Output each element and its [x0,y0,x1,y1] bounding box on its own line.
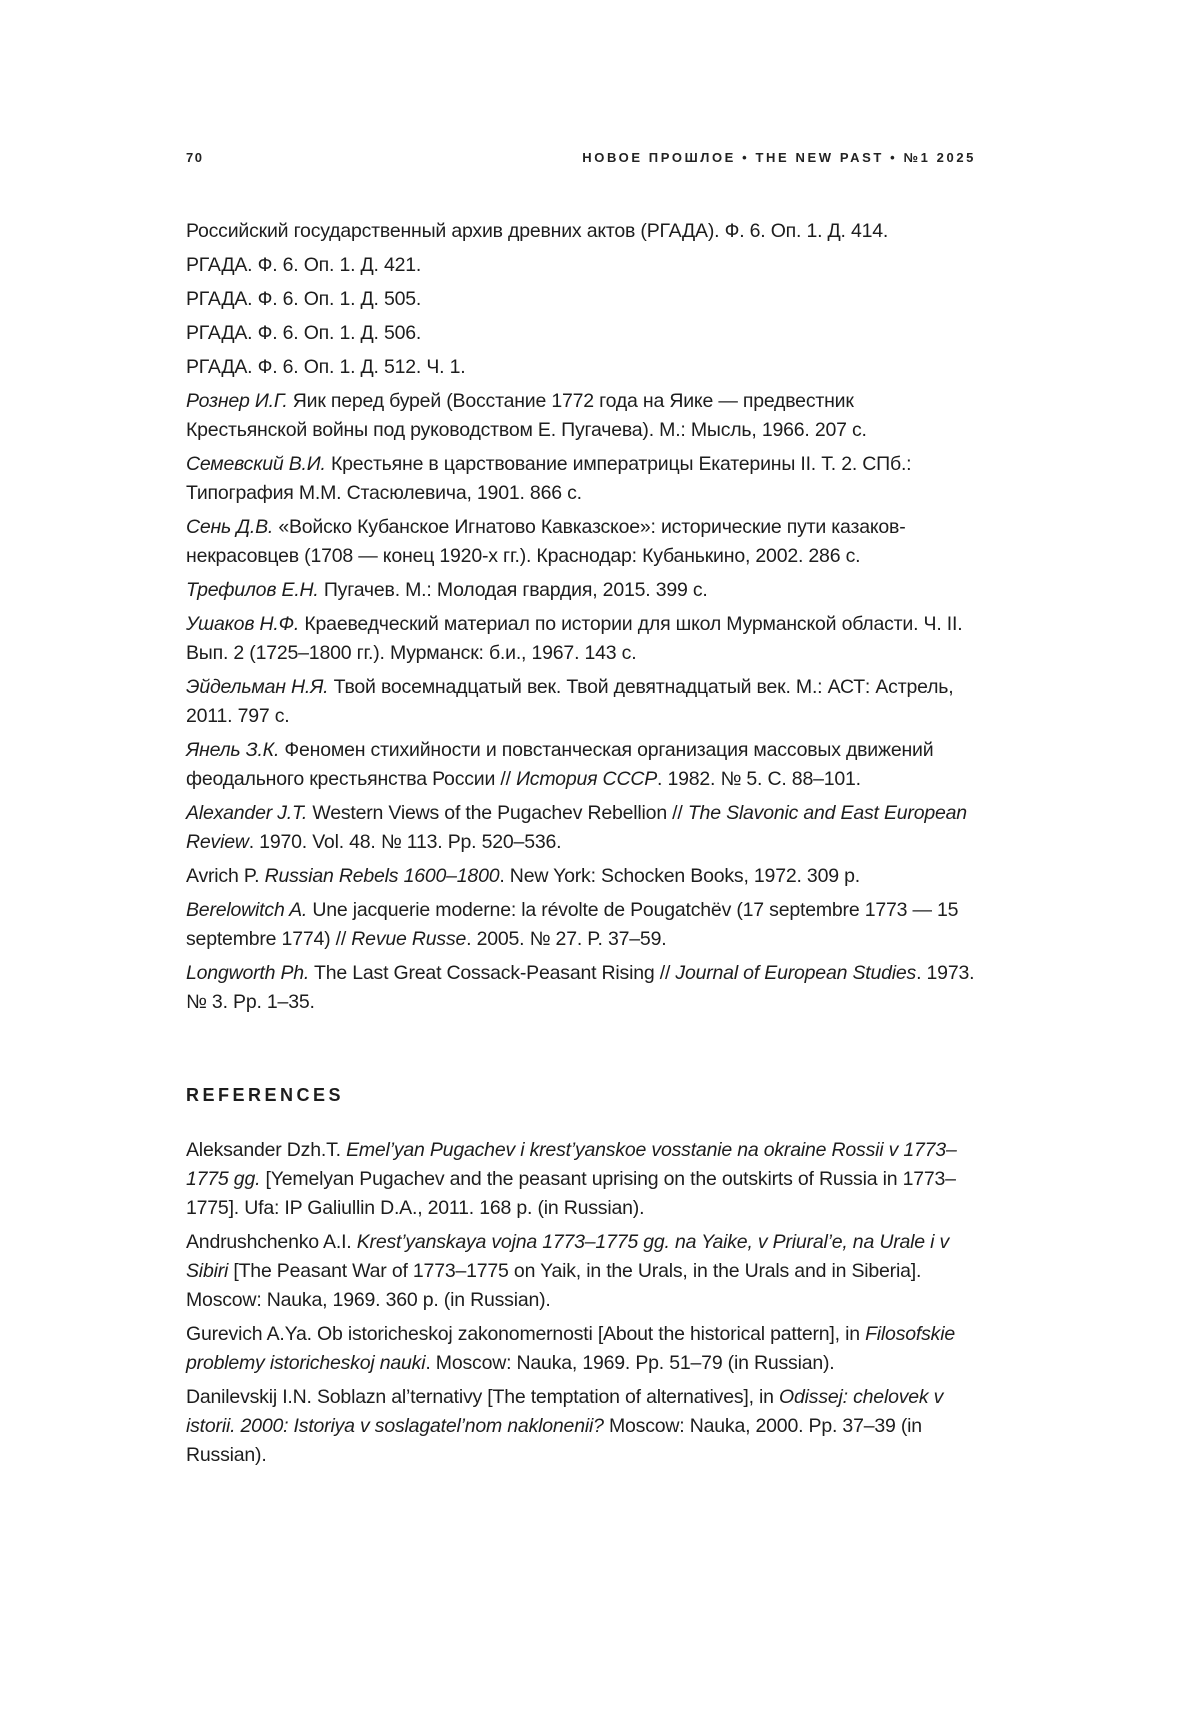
page-header [186,150,976,165]
entry-text: Danilevskij I.N. Soblazn al’ternativy [The temptation of alternatives], in [186,1386,780,1408]
entry-text-italic: Journal of European Studies [675,962,917,984]
page-number: 70 [186,150,204,165]
bibliography-entry [186,251,976,280]
entry-text-italic: Filosofskie problemy istoricheskoj nauki [186,1323,955,1374]
entry-text: Gurevich A.Ya. Ob istoricheskoj zakonomernosti [About the historical pattern], in [186,1323,866,1345]
entry-text: РГАДА. Ф. 6. Оп. 1. Д. 505. [186,288,422,310]
entry-text-italic: Emel’yan Pugachev i krest’yanskoe vosstanie na okraine Rossii v 1773–1775 gg. [186,1139,957,1190]
bibliography-entry [186,799,976,857]
entry-text-italic: Russian Rebels 1600–1800 [264,865,500,887]
references-list [186,1136,976,1470]
entry-text: Яик перед бурей (Восстание 1772 года на Яике — предвестник Крестьянской войны под руководством Е. Пугачева). М.: Мысль, 1966. 207 с. [186,390,867,441]
bibliography-entry [186,217,976,246]
entry-text-italic: Revue Russe [351,928,467,950]
entry-text: Avrich P. [186,865,265,887]
references-heading: REFERENCES [186,1085,345,1105]
entry-text-italic: Ушаков Н.Ф. [186,613,300,635]
entry-text: . 2005. № 27. P. 37–59. [466,928,667,950]
bibliography-entry [186,896,976,954]
entry-text: Une jacquerie moderne: la révolte de Pougatchëv (17 septembre 1773 — 15 septembre 1774) // [186,899,959,950]
entry-text: [Yemelyan Pugachev and the peasant uprising on the outskirts of Russia in 1773–1775]. Ufa: IP Galiullin D.A., 2011. 168 p. (in Russian). [186,1168,956,1219]
entry-text: Moscow: Nauka, 2000. Pp. 37–39 (in Russian). [186,1415,922,1466]
bibliography-entry [186,353,976,382]
entry-text: Феномен стихийности и повстанческая организация массовых движений феодального крестьянства России // [186,739,934,790]
entry-text-italic: Трефилов Е.Н. [186,579,319,601]
bibliography-entry [186,736,976,794]
entry-text: [The Peasant War of 1773–1775 on Yaik, in the Urals, in the Urals and in Siberia]. Moscow: Nauka, 1969. 360 p. (in Russian). [186,1260,922,1311]
entry-text: Краеведческий материал по истории для школ Мурманской области. Ч. II. Вып. 2 (1725–1800 гг.). Мурманск: б.и., 1967. 143 с. [186,613,963,664]
entry-text-italic: The Slavonic and East European Review [186,802,967,853]
entry-text: . 1982. № 5. С. 88–101. [657,768,861,790]
running-title: НОВОЕ ПРОШЛОЕ • THE NEW PAST • №1 2025 [582,150,976,165]
entry-text-italic: Янель З.К. [186,739,280,761]
bibliography-entry [186,862,976,891]
entry-text: The Last Great Cossack-Peasant Rising // [309,962,676,984]
entry-text-italic: Longworth Ph. [186,962,310,984]
bibliography-entry [186,959,976,1017]
bibliography-entry [186,513,976,571]
entry-text: Крестьяне в царствование императрицы Екатерины II. Т. 2. СПб.: Типография М.М. Стасюлевича, 1901. 866 с. [186,453,912,504]
entry-text: . New York: Schocken Books, 1972. 309 p. [499,865,860,887]
bibliography-entry [186,576,976,605]
entry-text-italic: Krest’yanskaya vojna 1773–1775 gg. na Yaike, v Priural’e, na Urale i v Sibiri [186,1231,950,1282]
reference-entry [186,1383,976,1470]
entry-text-italic: Alexander J.T. [186,802,308,824]
page-content [186,217,976,1470]
entry-text: «Войско Кубанское Игнатово Кавказское»: исторические пути казаков-некрасовцев (1708 — конец 1920-х гг.). Краснодар: Кубанькино, 2002. 286 с. [186,516,906,567]
bibliography-entry [186,610,976,668]
bibliography-entry [186,285,976,314]
bibliography-list [186,217,976,1017]
bibliography-entry [186,450,976,508]
entry-text-italic: Odissej: chelovek v istorii. 2000: Istoriya v soslagatel’nom naklonenii? [186,1386,944,1437]
entry-text-italic: Эйдельман Н.Я. [186,676,329,698]
bibliography-entry [186,319,976,348]
entry-text: РГАДА. Ф. 6. Оп. 1. Д. 421. [186,254,422,276]
entry-text: Российский государственный архив древних актов (РГАДА). Ф. 6. Оп. 1. Д. 414. [186,220,889,242]
entry-text: . Moscow: Nauka, 1969. Pp. 51–79 (in Russian). [425,1352,835,1374]
entry-text: РГАДА. Ф. 6. Оп. 1. Д. 512. Ч. 1. [186,356,466,378]
bibliography-entry [186,387,976,445]
entry-text: РГАДА. Ф. 6. Оп. 1. Д. 506. [186,322,422,344]
entry-text-italic: Семевский В.И. [186,453,326,475]
bibliography-entry [186,673,976,731]
reference-entry [186,1228,976,1315]
entry-text: . 1973. № 3. Pp. 1–35. [186,962,975,1013]
reference-entry [186,1320,976,1378]
entry-text: Andrushchenko A.I. [186,1231,357,1253]
entry-text: Пугачев. М.: Молодая гвардия, 2015. 399 с. [318,579,708,601]
reference-entry [186,1136,976,1223]
entry-text-italic: Рознер И.Г. [186,390,288,412]
entry-text: . 1970. Vol. 48. № 113. Pp. 520–536. [248,831,562,853]
entry-text-italic: История СССР [516,768,658,790]
entry-text-italic: Berelowitch A. [186,899,308,921]
entry-text-italic: Сень Д.В. [186,516,274,538]
entry-text: Aleksander Dzh.T. [186,1139,347,1161]
entry-text: Western Views of the Pugachev Rebellion // [307,802,688,824]
entry-text: Твой восемнадцатый век. Твой девятнадцатый век. М.: АСТ: Астрель, 2011. 797 с. [186,676,954,727]
